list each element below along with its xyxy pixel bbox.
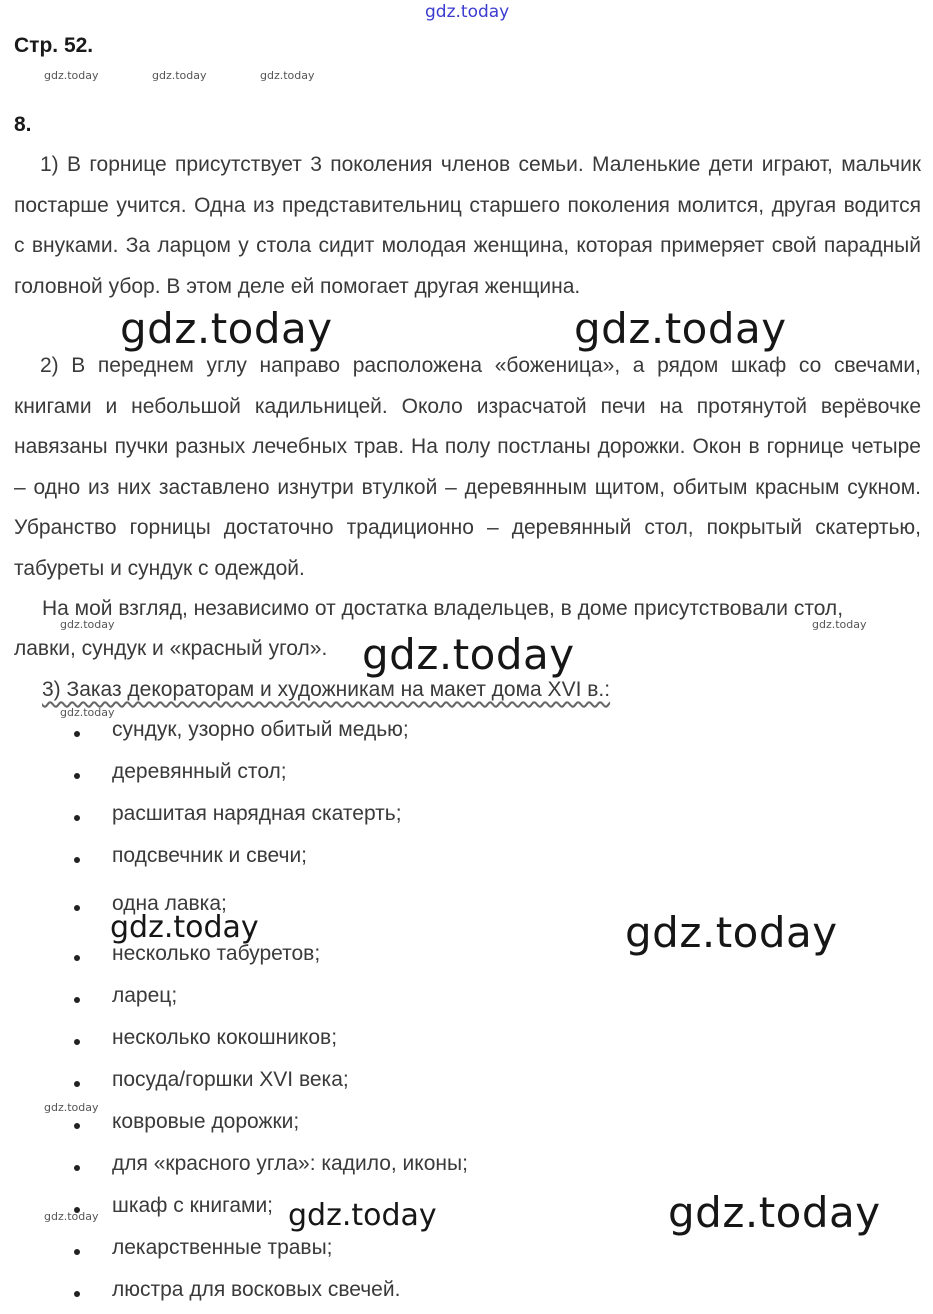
- task-number: 8.: [14, 113, 32, 136]
- bullet-icon: [74, 731, 80, 737]
- bullet-icon: [74, 1249, 80, 1255]
- bullet-icon: [74, 1123, 80, 1129]
- watermark-tiny: gdz.today: [812, 618, 867, 631]
- bullet-icon: [74, 1291, 80, 1297]
- bullet-icon: [74, 773, 80, 779]
- bullet-icon: [74, 815, 80, 821]
- bullet-icon: [74, 1165, 80, 1171]
- bullet-icon: [74, 905, 80, 911]
- watermark-medium: gdz.today: [110, 910, 259, 945]
- bullet-icon: [74, 857, 80, 863]
- paragraph-3-line-1: На мой взгляд, независимо от достатка владельцев, в доме присутствовали стол,: [42, 597, 844, 620]
- page-header: Стр. 52.: [14, 34, 94, 57]
- watermark-large: gdz.today: [574, 304, 787, 353]
- watermark-large: gdz.today: [625, 908, 838, 957]
- watermark-tiny: gdz.today: [44, 1101, 99, 1114]
- paragraph-2: 2) В переднем углу направо расположена «боженица», а рядом шкаф со свечами, книгами и небольшой кадильницей. Около израсчатой печи на протянутой верёвочке навязаны пучки разных лечебных трав. На полу постланы дорожки. Окон в горнице четыре – одно из них заставлено изнутри втулкой – деревянным щитом, обитым красным сукном. Убранство горницы достаточно традиционно – деревянный стол, покрытый скатертью, табуреты и сундук с одеждой.: [14, 354, 921, 580]
- watermark-large: gdz.today: [362, 630, 575, 679]
- watermark-tiny: gdz.today: [44, 69, 99, 82]
- watermark-large: gdz.today: [668, 1188, 881, 1237]
- watermark-medium: gdz.today: [288, 1198, 437, 1233]
- list-heading: 3) Заказ декораторам и художникам на макет дома XVI в.:: [42, 678, 611, 701]
- bullet-icon: [74, 955, 80, 961]
- paragraph-3-line-2: лавки, сундук и «красный угол».: [14, 637, 328, 660]
- bullet-icon: [74, 997, 80, 1003]
- paragraph-1: 1) В горнице присутствует 3 поколения членов семьи. Маленькие дети играют, мальчик постарше учится. Одна из представительниц старшего поколения молится, другая водится с внуками. За ларцом у стола сидит молодая женщина, которая примеряет свой парадный головной убор. В этом деле ей помогает другая женщина.: [14, 153, 921, 298]
- watermark-top: gdz.today: [425, 2, 510, 22]
- watermark-tiny: gdz.today: [60, 618, 115, 631]
- watermark-large: gdz.today: [120, 304, 333, 353]
- bullet-icon: [74, 1039, 80, 1045]
- bullet-icon: [74, 1081, 80, 1087]
- watermark-tiny: gdz.today: [60, 706, 115, 719]
- watermark-tiny: gdz.today: [44, 1210, 99, 1223]
- watermark-tiny: gdz.today: [152, 69, 207, 82]
- watermark-tiny: gdz.today: [260, 69, 315, 82]
